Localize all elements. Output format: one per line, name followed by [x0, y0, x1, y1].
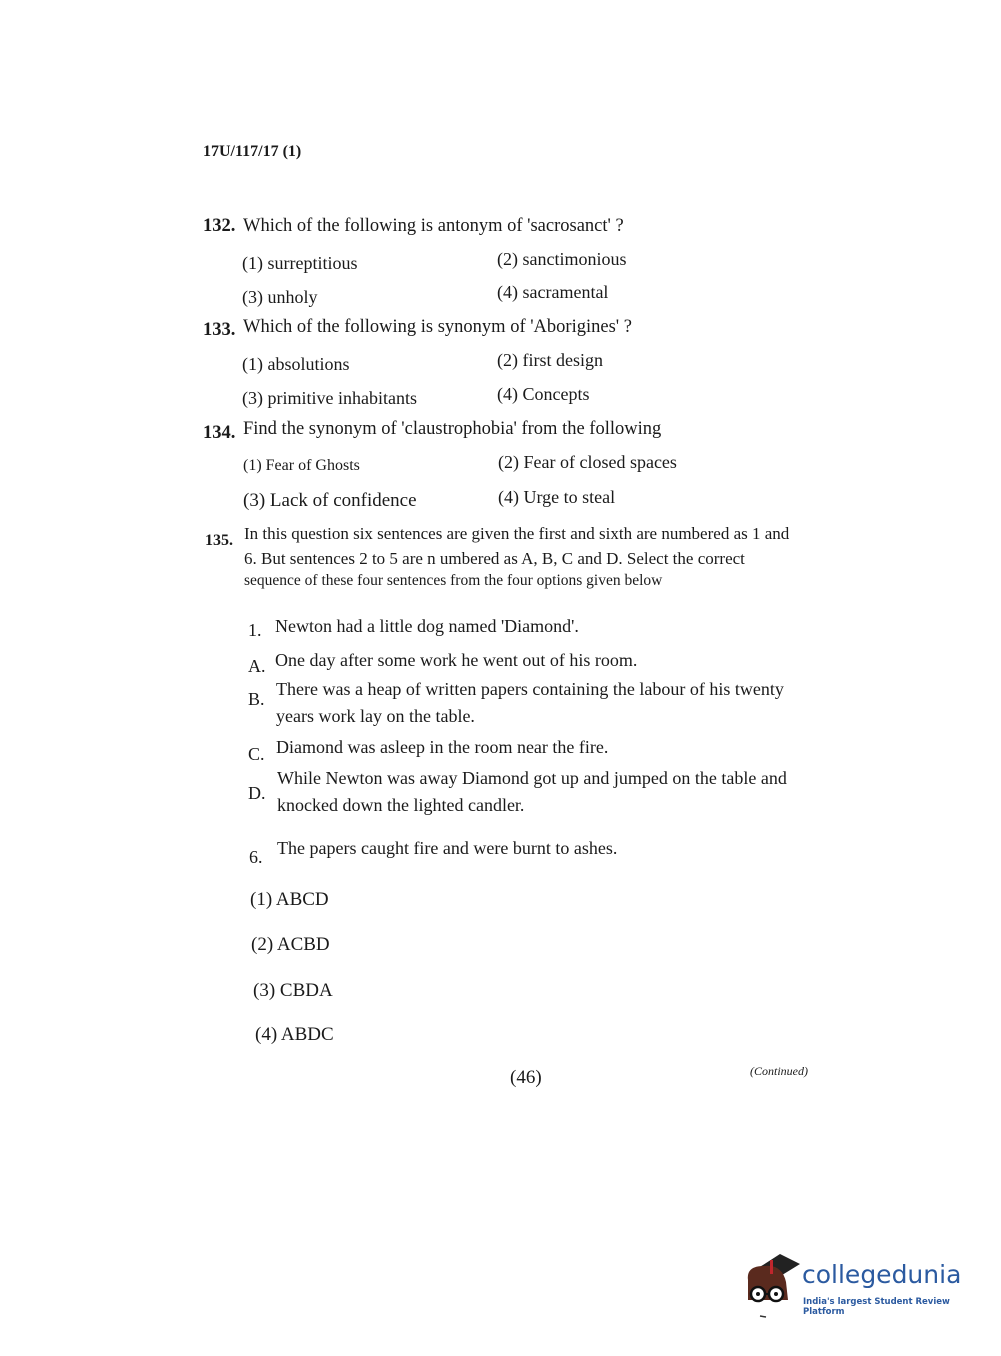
collegedunia-logo	[742, 1250, 972, 1320]
sentence-label: D.	[248, 783, 266, 803]
question-text-line: sequence of these four sentences from the four options given below	[244, 572, 663, 589]
sentence-label: B.	[248, 689, 265, 709]
page-code: 17U/117/17 (1)	[203, 143, 302, 160]
mascot-icon	[742, 1250, 802, 1320]
option: (3) CBDA	[253, 980, 333, 1001]
sentence-text: While Newton was away Diamond got up and jumped on the table and	[277, 768, 787, 788]
option: (1) surreptitious	[242, 253, 358, 273]
sentence-text: knocked down the lighted candler.	[277, 795, 525, 815]
option: (4) sacramental	[497, 282, 609, 302]
option: (3) Lack of confidence	[243, 490, 417, 511]
option: (3) unholy	[242, 287, 318, 307]
question-number: 133.	[203, 320, 236, 340]
logo-tagline: India's largest Student Review Platform	[803, 1297, 950, 1317]
question-text: Which of the following is synonym of 'Aborigines' ?	[243, 317, 632, 337]
sentence-label: A.	[248, 656, 266, 676]
continued-label: (Continued)	[750, 1064, 808, 1078]
page-number: (46)	[510, 1067, 542, 1088]
sentence-text: years work lay on the table.	[276, 706, 475, 726]
question-text-line: In this question six sentences are given the first and sixth are numbered as 1 and	[244, 524, 790, 543]
option: (4) Concepts	[497, 384, 590, 404]
question-text: Find the synonym of 'claustrophobia' from the following	[243, 419, 662, 439]
sentence-text: One day after some work he went out of his room.	[275, 650, 638, 670]
option: (4) Urge to steal	[498, 487, 616, 507]
sentence-text: There was a heap of written papers containing the labour of his twenty	[276, 679, 784, 699]
sentence-text: The papers caught fire and were burnt to ashes.	[277, 838, 618, 858]
option: (2) ACBD	[251, 934, 330, 955]
question-text: Which of the following is antonym of 'sacrosanct' ?	[243, 216, 624, 236]
sentence-label: C.	[248, 744, 265, 764]
option: (2) first design	[497, 350, 603, 370]
logo-name: collegedunia	[802, 1260, 962, 1289]
option: (4) ABDC	[255, 1024, 334, 1045]
question-number: 134.	[203, 423, 236, 443]
sentence-label: 6.	[249, 847, 263, 867]
sentence-text: Newton had a little dog named 'Diamond'.	[275, 616, 579, 636]
option: (1) absolutions	[242, 354, 350, 374]
question-number: 135.	[205, 532, 233, 549]
option: (1) Fear of Ghosts	[243, 457, 360, 474]
option: (2) Fear of closed spaces	[498, 452, 677, 472]
question-text-line: 6. But sentences 2 to 5 are n umbered as A, B, C and D. Select the correct	[244, 549, 745, 568]
option: (3) primitive inhabitants	[242, 388, 417, 408]
question-number: 132.	[203, 216, 236, 236]
option: (1) ABCD	[250, 889, 329, 910]
sentence-label: 1.	[248, 620, 262, 640]
option: (2) sanctimonious	[497, 249, 627, 269]
sentence-text: Diamond was asleep in the room near the fire.	[276, 737, 609, 757]
